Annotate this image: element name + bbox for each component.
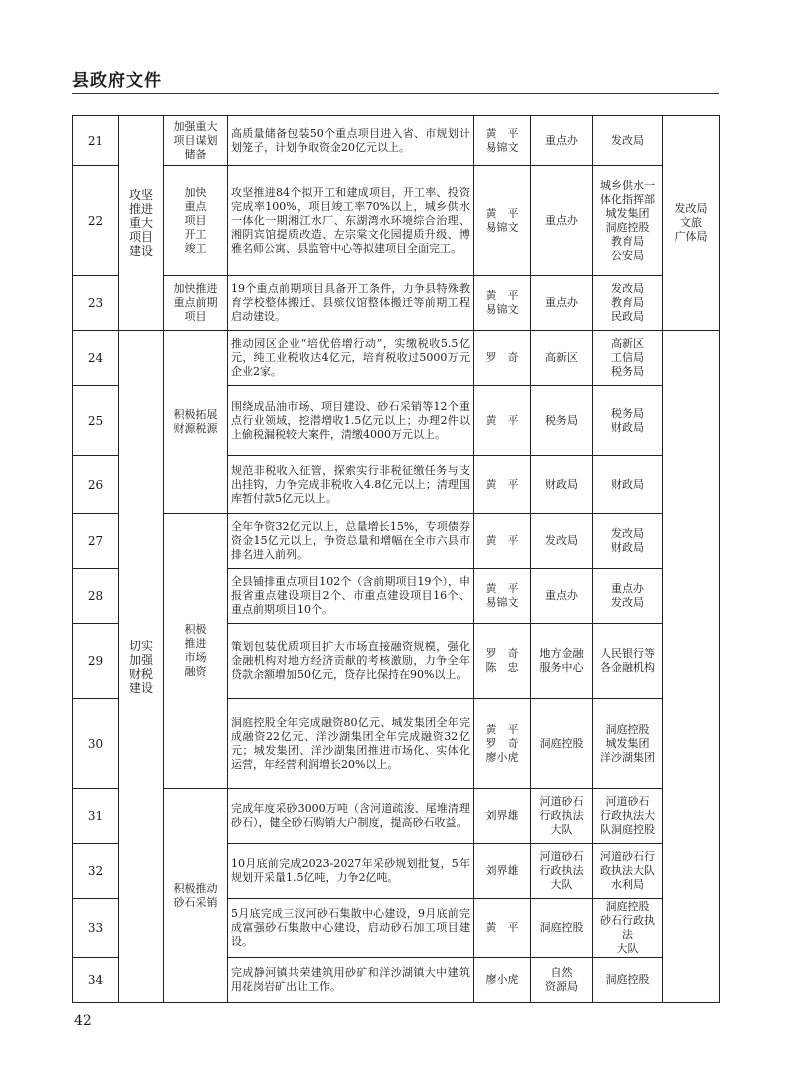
row-number: 33 (73, 899, 119, 958)
subcategory-cell: 积极推动 砂石采销 (164, 789, 228, 1003)
task-cell: 高质量储备包装50个重点项目进入省、市规划计划笼子，计划争取资金20亿元以上。 (228, 116, 474, 166)
responsible-cell: 重点办 发改局 (593, 569, 663, 624)
table-row (73, 514, 720, 569)
table-row (73, 166, 720, 276)
row-number: 25 (73, 386, 119, 456)
row-number: 30 (73, 699, 119, 789)
leader-cell: 罗 奇 (474, 331, 531, 386)
lead-unit-cell: 河道砂石 行政执法 大队 (531, 844, 593, 899)
row-number: 24 (73, 331, 119, 386)
task-cell: 19个重点前期项目具备开工条件，力争县特殊教育学校整体搬迁、县殡仪馆整体搬迁等前期工程启动建设。 (228, 276, 474, 331)
subcategory-cell: 积极拓展 财源税源 (164, 331, 228, 514)
responsible-cell: 洞庭控股 砂石行政执法 大队 (593, 899, 663, 958)
page-number: 42 (74, 1013, 92, 1029)
leader-cell: 黄 平 罗 奇 廖小虎 (474, 699, 531, 789)
row-number: 34 (73, 958, 119, 1003)
row-number: 23 (73, 276, 119, 331)
lead-unit-cell: 重点办 (531, 116, 593, 166)
lead-unit-cell: 地方金融 服务中心 (531, 624, 593, 699)
subcategory-cell: 加强重大 项目谋划 储备 (164, 116, 228, 166)
lead-unit-cell: 重点办 (531, 276, 593, 331)
leader-cell: 廖小虎 (474, 958, 531, 1003)
leader-cell: 黄 平 易锦文 (474, 116, 531, 166)
task-cell: 攻坚推进84个拟开工和建成项目，开工率、投资完成率100%，项目竣工率70%以上，城乡供水一体化一期湘江水厂、东湖湾水环境综合治理、湘阴宾馆提质改造、左宗棠文化园提质升级、博雅名师公寓、县监管中心等拟建项目全面完工。 (228, 166, 474, 276)
category-cell: 切实 加强 财税 建设 (119, 331, 164, 1003)
table-row (73, 789, 720, 844)
row-number: 22 (73, 166, 119, 276)
header-rule (72, 93, 719, 94)
lead-unit-cell: 洞庭控股 (531, 699, 593, 789)
leader-cell: 刘界雄 (474, 789, 531, 844)
extra-units-cell (663, 331, 720, 1003)
lead-unit-cell: 发改局 (531, 514, 593, 569)
task-cell: 完成静河镇共荣建筑用砂矿和洋沙湖镇大中建筑用花岗岩矿出让工作。 (228, 958, 474, 1003)
row-number: 26 (73, 456, 119, 514)
task-table (72, 115, 720, 1003)
task-cell: 全年争资32亿元以上，总量增长15%，专项债券资金15亿元以上，争资总量和增幅在全市六县市排名进入前列。 (228, 514, 474, 569)
lead-unit-cell: 重点办 (531, 569, 593, 624)
responsible-cell: 发改局 财政局 (593, 514, 663, 569)
leader-cell: 黄 平 (474, 386, 531, 456)
responsible-cell: 洞庭控股 (593, 958, 663, 1003)
responsible-cell: 人民银行等 各金融机构 (593, 624, 663, 699)
leader-cell: 刘界雄 (474, 844, 531, 899)
responsible-cell: 河道砂石行 政执法大队 水利局 (593, 844, 663, 899)
lead-unit-cell: 自然 资源局 (531, 958, 593, 1003)
subcategory-cell: 加快 重点 项目 开工 竣工 (164, 166, 228, 276)
leader-cell: 罗 奇 陈 忠 (474, 624, 531, 699)
leader-cell: 黄 平 易锦文 (474, 166, 531, 276)
row-number: 31 (73, 789, 119, 844)
extra-units-cell: 发改局 文旅 广体局 (663, 116, 720, 331)
row-number: 29 (73, 624, 119, 699)
row-number: 27 (73, 514, 119, 569)
responsible-cell: 财政局 (593, 456, 663, 514)
task-cell: 推动园区企业“培优倍增行动”，实缴税收5.5亿元，纯工业税收达4亿元，培育税收过5000万元企业2家。 (228, 331, 474, 386)
task-cell: 洞庭控股全年完成融资80亿元、城发集团全年完成融资22亿元、洋沙湖集团全年完成融资32亿元；城发集团、洋沙湖集团推进市场化、实体化运营，年经营利润增长20%以上。 (228, 699, 474, 789)
responsible-cell: 河道砂石 行政执法大 队洞庭控股 (593, 789, 663, 844)
responsible-cell: 洞庭控股 城发集团 洋沙湖集团 (593, 699, 663, 789)
row-number: 28 (73, 569, 119, 624)
leader-cell: 黄 平 (474, 514, 531, 569)
task-cell: 10月底前完成2023-2027年采砂规划批复，5年规划开采量1.5亿吨，力争2亿吨。 (228, 844, 474, 899)
task-cell: 围绕成品油市场、项目建设、砂石采销等12个重点行业领域，挖潜增收1.5亿元以上；办理2件以上偷税漏税较大案件，清缴4000万元以上。 (228, 386, 474, 456)
responsible-cell: 高新区 工信局 税务局 (593, 331, 663, 386)
subcategory-cell: 加快推进 重点前期 项目 (164, 276, 228, 331)
responsible-cell: 发改局 (593, 116, 663, 166)
task-cell: 规范非税收入征管，探索实行非税征缴任务与支出挂钩，力争完成非税收入4.8亿元以上；清理国库暂付款5亿元以上。 (228, 456, 474, 514)
task-cell: 完成年度采砂3000万吨（含河道疏浚、尾堆清理砂石），健全砂石购销大户制度，提高砂石收益。 (228, 789, 474, 844)
lead-unit-cell: 高新区 (531, 331, 593, 386)
lead-unit-cell: 重点办 (531, 166, 593, 276)
row-number: 32 (73, 844, 119, 899)
leader-cell: 黄 平 易锦文 (474, 276, 531, 331)
task-cell: 策划包装优质项目扩大市场直接融资规模，强化金融机构对地方经济贡献的考核激励，力争全年贷款余额增加50亿元，贷存比保持在90%以上。 (228, 624, 474, 699)
task-cell: 5月底完成三汊河砂石集散中心建设，9月底前完成富强砂石集散中心建设，启动砂石加工项目建设。 (228, 899, 474, 958)
table-row (73, 276, 720, 331)
lead-unit-cell: 洞庭控股 (531, 899, 593, 958)
responsible-cell: 税务局 财政局 (593, 386, 663, 456)
row-number: 21 (73, 116, 119, 166)
leader-cell: 黄 平 (474, 899, 531, 958)
lead-unit-cell: 财政局 (531, 456, 593, 514)
category-cell: 攻坚 推进 重大 项目 建设 (119, 116, 164, 331)
lead-unit-cell: 河道砂石 行政执法 大队 (531, 789, 593, 844)
header-title: 县政府文件 (72, 71, 162, 91)
table-row (73, 116, 720, 166)
table-row (73, 331, 720, 386)
responsible-cell: 发改局 教育局 民政局 (593, 276, 663, 331)
subcategory-cell: 积极 推进 市场 融资 (164, 514, 228, 789)
responsible-cell: 城乡供水一体化指挥部 城发集团 洞庭控股 教育局 公安局 (593, 166, 663, 276)
leader-cell: 黄 平 易锦文 (474, 569, 531, 624)
task-cell: 全县铺排重点项目102个（含前期项目19个），申报省重点建设项目2个、市重点建设项目16个、重点前期项目10个。 (228, 569, 474, 624)
leader-cell: 黄 平 (474, 456, 531, 514)
lead-unit-cell: 税务局 (531, 386, 593, 456)
